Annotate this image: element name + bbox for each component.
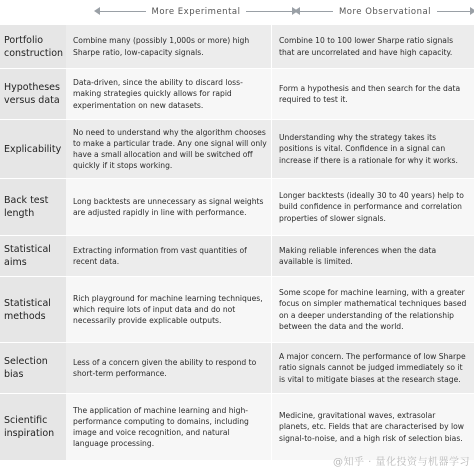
cell-experimental: No need to understand why the algorithm chooses to make a particular trade. Any one signal will only have a small allocation and will be switched off quickly if it stops working. — [66, 120, 271, 178]
table-row — [0, 276, 474, 342]
arrow-left-icon — [94, 7, 100, 15]
cell-observational: Medicine, gravitational waves, extrasolar planets, etc. Fields that are characterised by low signal-to-noise, and a high risk of selection bias. — [271, 394, 474, 460]
header-observational-label: More Observational — [333, 7, 437, 17]
cell-experimental: Rich playground for machine learning techniques, which require lots of input data and do not necessarily provide explicable outputs. — [66, 277, 271, 342]
cell-observational: Making reliable inferences when the data available is limited. — [271, 236, 474, 276]
row-label: Hypotheses versus data — [0, 69, 66, 119]
row-label: Explicability — [0, 120, 66, 178]
row-label: Back test length — [0, 179, 66, 235]
comparison-table — [0, 24, 474, 460]
header-experimental — [96, 0, 296, 24]
cell-observational: Some scope for machine learning, with a greater focus on simpler mathematical techniques based on a deeper understanding of the relationship between the data and the world. — [271, 277, 474, 342]
table-row — [0, 178, 474, 235]
watermark: @知乎 · 量化投资与机器学习 — [332, 457, 470, 468]
header-observational — [296, 0, 474, 24]
row-label: Selection bias — [0, 343, 66, 393]
row-label: Scientific inspiration — [0, 394, 66, 460]
cell-experimental: Less of a concern given the ability to respond to short-term performance. — [66, 343, 271, 393]
column-header — [0, 0, 474, 24]
cell-experimental: The application of machine learning and high-performance computing to domains, including image and voice recognition, and natural language processing. — [66, 394, 271, 460]
header-spacer — [0, 0, 66, 24]
table-row — [0, 119, 474, 178]
cell-experimental: Long backtests are unnecessary as signal weights are adjusted rapidly in line with performance. — [66, 179, 271, 235]
row-label: Statistical methods — [0, 277, 66, 342]
table-row — [0, 68, 474, 119]
table-row — [0, 393, 474, 460]
arrow-left-icon — [294, 7, 300, 15]
arrow-right-icon — [470, 7, 474, 15]
cell-experimental: Data-driven, since the ability to discard loss-making strategies quickly allows for rapid experimentation on new datasets. — [66, 69, 271, 119]
row-label: Portfolio construction — [0, 25, 66, 68]
cell-observational: Understanding why the strategy takes its positions is vital. Confidence in a signal can increase if there is a rationale for why it works. — [271, 120, 474, 178]
cell-observational: A major concern. The performance of low Sharpe ratio signals cannot be judged immediately so it is vital to mitigate biases at the research stage. — [271, 343, 474, 393]
table-row — [0, 342, 474, 393]
table-row — [0, 24, 474, 68]
row-label: Statistical aims — [0, 236, 66, 276]
cell-observational: Form a hypothesis and then search for the data required to test it. — [271, 69, 474, 119]
header-experimental-label: More Experimental — [146, 7, 247, 17]
table-row — [0, 235, 474, 276]
cell-observational: Combine 10 to 100 lower Sharpe ratio signals that are uncorrelated and have high capacity. — [271, 25, 474, 68]
cell-experimental: Combine many (possibly 1,000s or more) high Sharpe ratio, low-capacity signals. — [66, 25, 271, 68]
cell-experimental: Extracting information from vast quantities of recent data. — [66, 236, 271, 276]
cell-observational: Longer backtests (ideally 30 to 40 years) help to build confidence in performance and correlation properties of slower signals. — [271, 179, 474, 235]
